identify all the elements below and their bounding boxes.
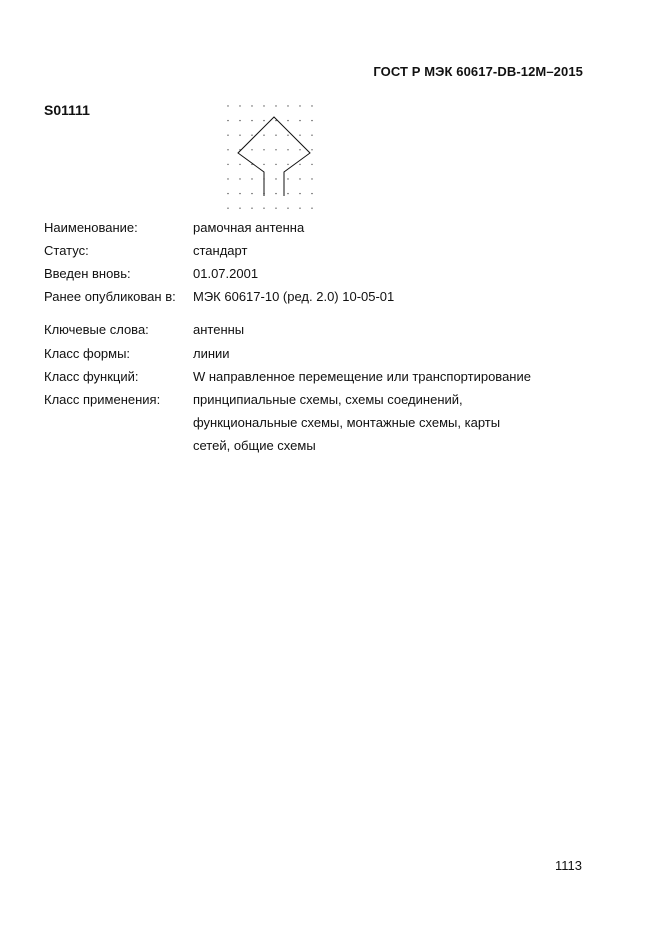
grid-dot bbox=[227, 120, 228, 121]
grid-dot bbox=[311, 193, 312, 194]
grid-dot bbox=[239, 135, 240, 136]
grid-dot bbox=[287, 208, 288, 209]
class-value: W направленное перемещение или транспортирование bbox=[193, 369, 531, 384]
grid-dot bbox=[275, 135, 276, 136]
grid-dot bbox=[251, 120, 252, 121]
class-value: принципиальные схемы, схемы соединений, bbox=[193, 392, 463, 407]
grid-dot bbox=[251, 193, 252, 194]
grid-dot bbox=[275, 164, 276, 165]
grid-dot bbox=[239, 193, 240, 194]
field-value: стандарт bbox=[193, 243, 248, 258]
grid-dot bbox=[287, 193, 288, 194]
field-label: Наименование: bbox=[44, 220, 138, 235]
field-label: Введен вновь: bbox=[44, 266, 131, 281]
class-value: линии bbox=[193, 346, 230, 361]
grid-dot bbox=[311, 178, 312, 179]
symbol-code: S01111 bbox=[44, 102, 90, 118]
grid-dot bbox=[311, 135, 312, 136]
grid-dot bbox=[239, 105, 240, 106]
grid-dot bbox=[227, 149, 228, 150]
field-value: МЭК 60617-10 (ред. 2.0) 10-05-01 bbox=[193, 289, 395, 304]
field-value: рамочная антенна bbox=[193, 220, 305, 235]
grid-dot bbox=[227, 105, 228, 106]
grid-dot bbox=[299, 105, 300, 106]
grid-dot bbox=[263, 105, 264, 106]
class-label: Ключевые слова: bbox=[44, 322, 149, 337]
page-number: 1113 bbox=[555, 858, 582, 873]
loop-antenna-icon bbox=[224, 102, 324, 214]
grid-dot bbox=[275, 149, 276, 150]
class-application-line-3: сетей, общие схемы bbox=[193, 438, 316, 453]
grid-dot bbox=[251, 178, 252, 179]
grid-dot bbox=[239, 178, 240, 179]
grid-dot bbox=[311, 120, 312, 121]
antenna-lines bbox=[238, 117, 310, 196]
grid-dot bbox=[227, 193, 228, 194]
grid-dot bbox=[251, 105, 252, 106]
grid-dot bbox=[311, 164, 312, 165]
grid-dot bbox=[287, 105, 288, 106]
grid-dot bbox=[287, 135, 288, 136]
class-label: Класс применения: bbox=[44, 392, 161, 407]
grid-dot bbox=[299, 208, 300, 209]
class-label: Класс формы: bbox=[44, 346, 131, 361]
grid-dot bbox=[263, 164, 264, 165]
grid-dot bbox=[311, 208, 312, 209]
class-label: Класс функций: bbox=[44, 369, 139, 384]
grid-dot bbox=[239, 208, 240, 209]
grid-dot bbox=[251, 149, 252, 150]
grid-dot bbox=[299, 193, 300, 194]
grid-dot bbox=[299, 149, 300, 150]
grid-dot bbox=[299, 164, 300, 165]
grid-dot bbox=[263, 208, 264, 209]
grid-dot bbox=[299, 120, 300, 121]
grid-dot bbox=[311, 149, 312, 150]
grid-dot bbox=[227, 164, 228, 165]
grid-dot bbox=[251, 135, 252, 136]
standard-header: ГОСТ Р МЭК 60617-DB-12M–2015 bbox=[373, 64, 583, 79]
grid-dot bbox=[263, 135, 264, 136]
class-application-line-2: функциональные схемы, монтажные схемы, карты bbox=[193, 415, 501, 430]
grid-dot bbox=[287, 178, 288, 179]
grid-dot bbox=[263, 120, 264, 121]
grid-dot bbox=[239, 164, 240, 165]
grid-dot bbox=[275, 178, 276, 179]
field-label: Статус: bbox=[44, 243, 89, 258]
grid-dot bbox=[275, 105, 276, 106]
grid-dot bbox=[227, 208, 228, 209]
grid-dot bbox=[287, 164, 288, 165]
field-value: 01.07.2001 bbox=[193, 266, 259, 281]
grid-dot bbox=[251, 208, 252, 209]
grid-dot bbox=[275, 208, 276, 209]
grid-dot bbox=[311, 105, 312, 106]
grid-dot bbox=[275, 193, 276, 194]
grid-dot bbox=[287, 120, 288, 121]
grid-dot bbox=[299, 178, 300, 179]
grid-dot bbox=[299, 135, 300, 136]
grid-dot bbox=[227, 178, 228, 179]
grid-dot bbox=[227, 135, 228, 136]
field-label: Ранее опубликован в: bbox=[44, 289, 176, 304]
class-value: антенны bbox=[193, 322, 245, 337]
grid-dot bbox=[239, 120, 240, 121]
grid-dot bbox=[287, 149, 288, 150]
grid-dot bbox=[263, 149, 264, 150]
